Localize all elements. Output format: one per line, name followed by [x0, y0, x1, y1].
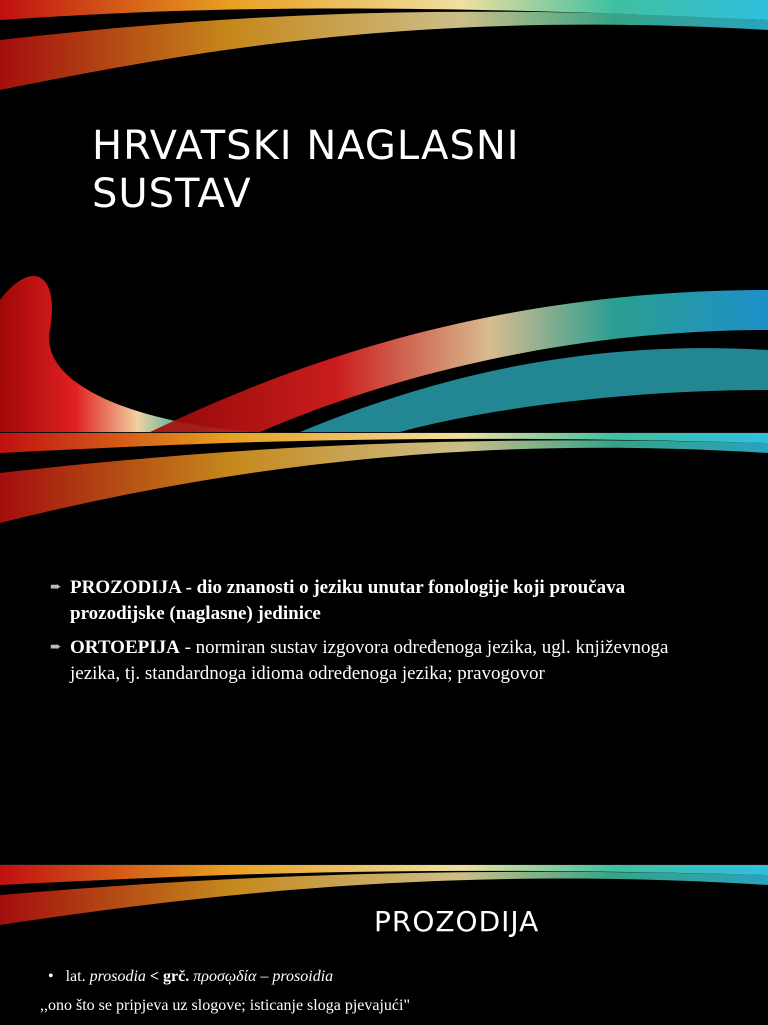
greek-prefix: < grč.: [145, 968, 194, 985]
meaning-line: ,,ono što se pripjeva uz slogove; isticanje sloga pjevajući": [40, 997, 410, 1014]
lat-prefix: lat.: [65, 968, 90, 985]
definition-ortoepija: - normiran sustav izgovora određenoga jezika, ugl. književnoga jezika, tj. standardnoga idioma određenoga jezika; pravogovor: [70, 637, 669, 684]
arrow-bullet-icon: ➨: [50, 580, 62, 595]
term-ortoepija: ORTOEPIJA: [70, 637, 180, 658]
etymology-line: [48, 968, 333, 986]
definitions-slide: [0, 432, 768, 865]
list-item: [50, 575, 690, 627]
title-line-2: SUSTAV: [92, 171, 252, 217]
arrow-bullet-icon: ➨: [50, 640, 62, 655]
title-line-1: HRVATSKI NAGLASNI: [92, 123, 520, 169]
term-prozodija: PROZODIJA: [70, 577, 181, 598]
dash: –: [256, 968, 273, 985]
definition-prozodija: - dio znanosti o jeziku unutar fonologije koji proučava prozodijske (naglasne) jedinice: [70, 577, 626, 624]
presentation-title: [92, 122, 692, 218]
slide-title: PROZODIJA: [374, 905, 540, 938]
greek-word: προσῳδία: [193, 968, 257, 985]
title-slide: [0, 0, 768, 432]
latin-word: prosodia: [89, 968, 146, 985]
transliteration: prosoidia: [272, 968, 334, 985]
list-item: [50, 635, 690, 687]
bullet-dot-icon: •: [48, 968, 54, 985]
prozodija-slide: [0, 864, 768, 1025]
definitions-list: [50, 575, 690, 695]
decorative-swoosh-header: [0, 433, 768, 533]
